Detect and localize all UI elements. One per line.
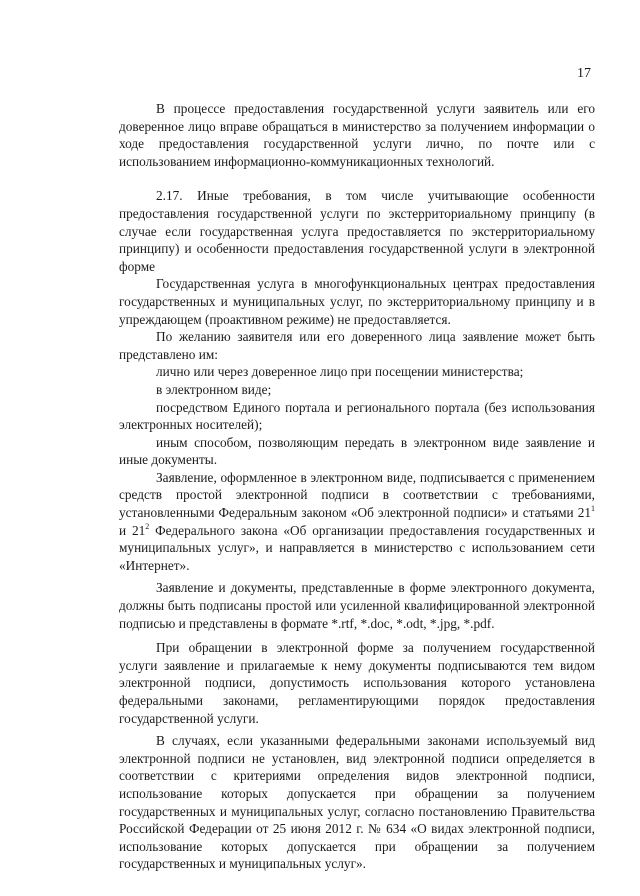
paragraph-signature-type: При обращении в электронной форме за получением государственной услуги заявление и прилагаемые к нему документы подписываются тем видом электронной подписи, допустимость использования которого установлена федеральными законами, регламентирующими порядок предоставления государственной услуги. <box>119 640 595 726</box>
article-superscript-1: 1 <box>591 504 595 514</box>
section-heading-2-17: 2.17. Иные требования, в том числе учитывающие особенности предоставления государственной услуги по экстерриториальному принципу (в случае если государственная услуга предоставляется по экстерриториальному принципу) и особенности предоставления государственной услуги в электронной форме <box>119 188 595 274</box>
page-number: 17 <box>577 66 591 81</box>
paragraph-signature-criteria: В случаях, если указанными федеральными законами используемый вид электронной подписи не установлен, вид электронной подписи определяется в соответствии с критериями определения видов электронной подписи, использование которых допускается при обращении за получением государственных и муниципальных услуг, согласно постановлению Правительства Российской Федерации от 25 июня 2012 г. № 634 «О видах электронной подписи, использование которых допускается при обращении за получением государственных и муниципальных услуг». <box>119 733 595 872</box>
paragraph-mfc: Государственная услуга в многофункциональных центрах предоставления государственных и муниципальных услуг, по экстерриториальному принципу и в упреждающем (проактивном режиме) не предоставляется. <box>119 276 595 327</box>
paragraph-progress-info: В процессе предоставления государственной услуги заявитель или его доверенное лицо вправе обращаться в министерство за получением информации о ходе предоставления государственной услуги лично, по почте или с использованием информационно-коммуникационных технологий. <box>119 101 595 169</box>
list-item-other-method: иным способом, позволяющим передать в электронном виде заявление и иные документы. <box>119 434 595 468</box>
signature-text-part-3: Федерального закона «Об организации предоставления государственных и муниципальных услуг», и направляется в министерство с использованием сети «Интернет». <box>119 522 595 573</box>
paragraph-file-formats: Заявление и документы, представленные в форме электронного документа, должны быть подписаны простой или усиленной квалифицированной электронной подписью и представлены в формате *.rtf, *.doc, *.odt, *.jpg, *.pdf. <box>119 580 595 631</box>
list-item-portal: посредством Единого портала и регионального портала (без использования электронных носителей); <box>119 399 595 433</box>
paragraph-electronic-signature <box>119 469 595 575</box>
paragraph-submission-methods: По желанию заявителя или его доверенного лица заявление может быть представлено им: <box>119 329 595 362</box>
signature-text-part-2: и 21 <box>119 522 146 538</box>
article-superscript-2: 2 <box>145 521 150 531</box>
signature-text-part-1: Заявление, оформленное в электронном виде, подписывается с применением средств простой электронной подписи в соответствии с требованиями, установленными Федеральным законом «Об электронной подписи» и статьями 21 <box>119 469 595 521</box>
list-item-in-person: лично или через доверенное лицо при посещении министерства; <box>156 364 524 380</box>
document-body <box>119 100 595 873</box>
list-item-electronic: в электронном виде; <box>156 381 272 397</box>
